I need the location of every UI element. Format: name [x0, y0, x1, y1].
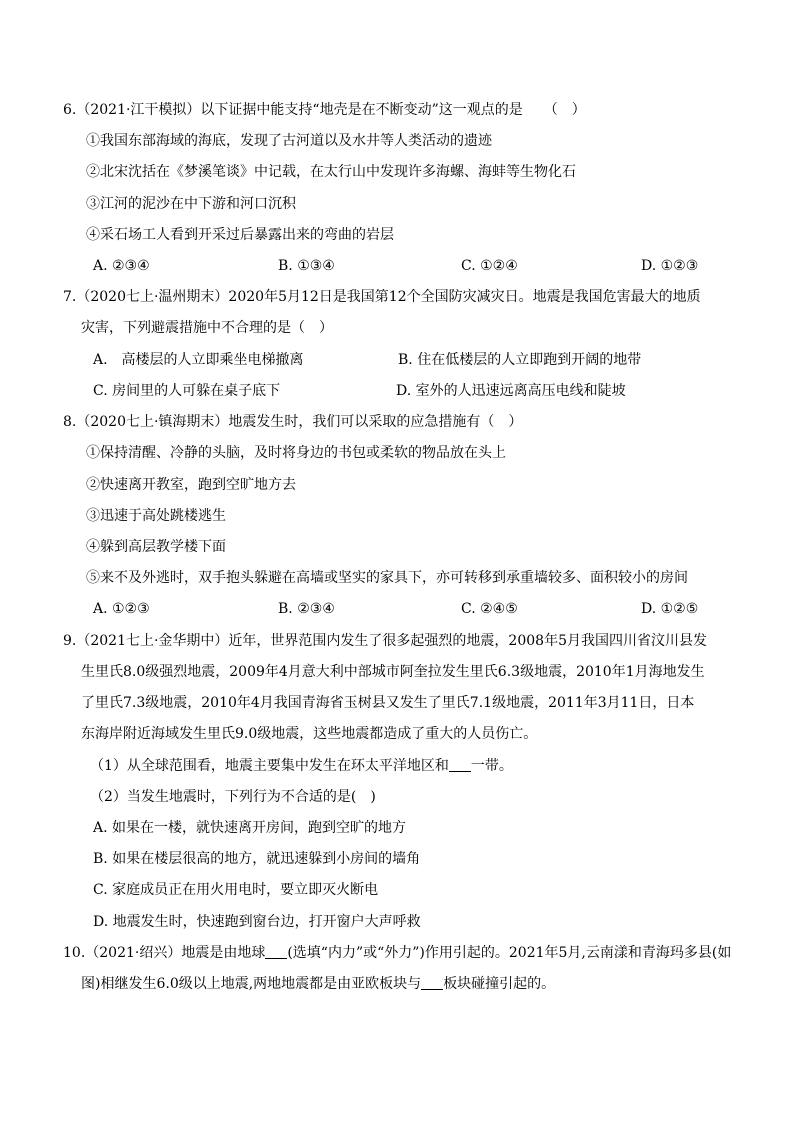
q8-option-a: A. ①②③	[93, 601, 150, 617]
q10-line1-text-before: 10.（2021·绍兴）地震是由地球	[63, 945, 266, 961]
q8-item-5: ⑤来不及外逃时，双手抱头躲避在高墙或坚实的家具下，亦可转移到承重墙较多、面积较小的房间	[86, 570, 688, 586]
q9-sub-question-2: （2）当发生地震时，下列行为不合适的是( )	[90, 789, 376, 805]
q6-option-d: D. ①②③	[641, 258, 699, 274]
q9-stem-line-3: 了里氏7.3级地震，2010年4月我国青海省玉树县又发生了里氏7.1级地震，2011年3月11日，日本	[81, 695, 695, 711]
q9-sub2-option-b: B. 如果在楼层很高的地方，就迅速躲到小房间的墙角	[93, 851, 421, 867]
q9-sub-question-1	[90, 756, 513, 776]
q10-line1-text-after: (选填“内力”或“外力”)作用引起的。2021年5月,云南漾和青海玛多县(如	[287, 945, 732, 961]
q9-sub1-answer-blank[interactable]	[449, 757, 471, 772]
q6-item-4: ④采石场工人看到开采过后暴露出来的弯曲的岩层	[86, 227, 394, 243]
q9-sub2-option-a: A. 如果在一楼，就快速离开房间，跑到空旷的地方	[93, 820, 407, 836]
q7-option-a: A. 高楼层的人立即乘坐电梯撤离	[93, 352, 304, 368]
q7-option-d: D. 室外的人迅速远离高压电线和陡坡	[396, 383, 626, 399]
q7-option-b: B. 住在低楼层的人立即跑到开阔的地带	[398, 352, 642, 368]
q6-item-2: ②北宋沈括在《梦溪笔谈》中记载，在太行山中发现许多海螺、海蚌等生物化石	[86, 164, 576, 180]
q8-item-4: ④躲到高层教学楼下面	[86, 539, 226, 555]
q10-answer-blank-1[interactable]	[265, 944, 287, 959]
q8-option-b: B. ②③④	[278, 601, 335, 617]
q6-item-3: ③江河的泥沙在中下游和河口沉积	[86, 196, 296, 212]
q10-line2-text-before: 图)相继发生6.0级以上地震,两地地震都是由亚欧板块与	[81, 976, 422, 992]
q7-stem-line-2: 灾害，下列避震措施中不合理的是（ ）	[81, 320, 333, 336]
q8-item-1: ①保持清醒、冷静的头脑，及时将身边的书包或柔软的物品放在头上	[86, 445, 506, 461]
q9-sub1-text-after: 一带。	[470, 758, 513, 774]
q10-stem-line-2	[81, 974, 555, 994]
q10-answer-blank-2[interactable]	[421, 975, 443, 990]
q6-item-1: ①我国东部海域的海底，发现了古河道以及水井等人类活动的遗迹	[86, 133, 492, 149]
q10-stem-line-1	[63, 943, 731, 963]
q6-option-c: C. ①②④	[461, 258, 518, 274]
q9-stem-line-2: 生里氏8.0级强烈地震，2009年4月意大利中部城市阿奎拉发生里氏6.3级地震，2010年1月海地发生	[81, 664, 705, 680]
q8-item-2: ②快速离开教室，跑到空旷地方去	[86, 477, 296, 493]
q6-stem: 6.（2021·江干模拟）以下证据中能支持“地壳是在不断变动”这一观点的是 （ ）	[63, 102, 586, 118]
q6-option-b: B. ①③④	[278, 258, 335, 274]
q8-item-3: ③迅速于高处跳楼逃生	[86, 508, 226, 524]
q9-stem-line-1: 9.（2021七上·金华期中）近年，世界范围内发生了很多起强烈的地震，2008年5月我国四川省汶川县发	[63, 633, 707, 649]
q6-option-a: A. ②③④	[93, 258, 150, 274]
q9-sub1-text-before: （1）从全球范围看，地震主要集中发生在环太平洋地区和	[90, 758, 449, 774]
q7-stem-line-1: 7.（2020七上·温州期末）2020年5月12日是我国第12个全国防灾减灾日。地震是我国危害最大的地质	[63, 289, 701, 305]
q9-sub2-option-d: D. 地震发生时，快速跑到窗台边，打开窗户大声呼救	[93, 914, 421, 930]
q9-sub2-option-c: C. 家庭成员正在用火用电时，要立即灭火断电	[93, 882, 379, 898]
q8-option-c: C. ②④⑤	[461, 601, 518, 617]
q9-stem-line-4: 东海岸附近海域发生里氏9.0级地震，这些地震都造成了重大的人员伤亡。	[81, 726, 538, 742]
q8-option-d: D. ①②⑤	[641, 601, 699, 617]
q10-line2-text-after: 板块碰撞引起的。	[443, 976, 556, 992]
q7-option-c: C. 房间里的人可躲在桌子底下	[93, 383, 281, 399]
q8-stem: 8.（2020七上·镇海期末）地震发生时，我们可以采取的应急措施有（ ）	[63, 414, 523, 430]
